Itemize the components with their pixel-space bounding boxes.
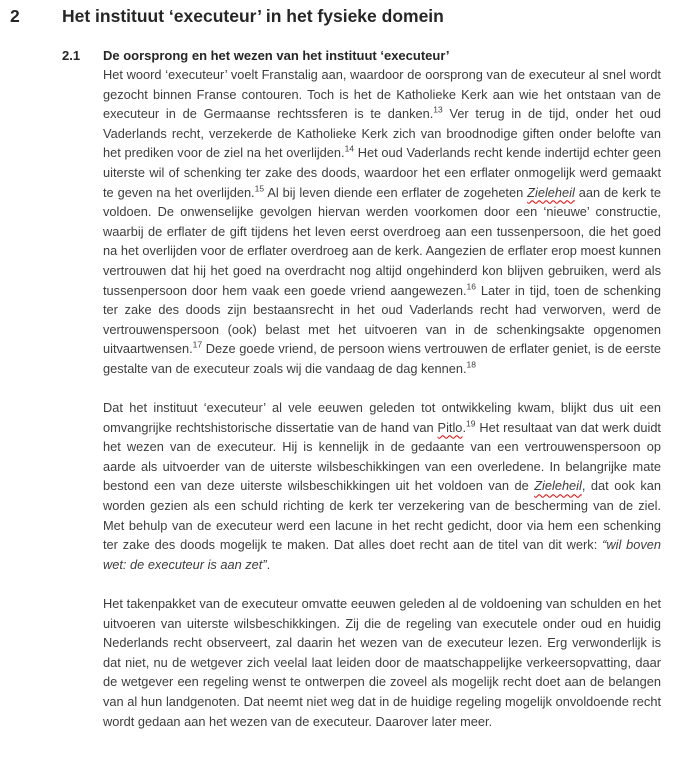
misspelled-word: Zieleheil [534,478,582,494]
text-run: Al bij leven diende een erflater de zogeheten [264,184,528,200]
text-run: Het resultaat van dat werk duidt het wezen van de executeur. Hij is kennelijk in de gedaante van een vertrouwenspersoon op aarde als uitvoerder van de uiterste wilsbeschikkingen van een overledene. In belangrijke mate bestond een van deze uiterste wilsbeschikkingen uit het voldoen van de [103,419,661,494]
paragraph [103,398,661,574]
footnote-ref-16: 16 [466,281,476,292]
text-run: Later in tijd, toen de schenking ter zake des doods zijn bestaansrecht in het oud Vaderlands recht had verworven, werd de vertrouwenspersoon (ook) belast met het uitvoeren van in de schenkingsakte opgenomen uitvaartwensen. [103,282,661,357]
body-text [103,65,661,731]
text-run: . [462,419,466,435]
text-run: , dat ook kan worden gezien als een schuld richting de kerk ter verzekering van de bescherming van de ziel. Met behulp van de executeur werd een lacune in het recht gedicht, door via hem een schenking ter zake des doods mogelijk te maken. Dat alles doet recht aan de titel van dit werk: [103,478,661,553]
footnote-ref-17: 17 [192,340,203,351]
footnote-ref-15: 15 [254,183,265,194]
paragraph [103,594,661,731]
text-run: . [266,556,271,572]
misspelled-word: Pitlo [437,419,463,435]
text-run: Dat het instituut ‘executeur’ al vele eeuwen geleden tot ontwikkeling kwam, blijkt dus uit een omvangrijke rechtshistorische dissertatie van de hand van [103,400,661,435]
text-run: Het takenpakket van de executeur omvatte eeuwen geleden al de voldoening van schulden en het uitvoeren van uiterste wilsbeschikkingen. Zij die de regeling van executele onder oud en huidig Nederlands recht observeert, zal daarin het wezen van de executeur lezen. Erg verwonderlijk is dat niet, nu de wetgever zich veelal laat leiden door de maatschappelijke verkeersopvatting, daar de wetgever een regeling wenst te ontwerpen die zoveel als mogelijk recht doet aan de belangen van al hun landgenoten. Dat neemt niet weg dat in de huidige regeling mogelijk onvoldoende recht wordt gedaan aan het wezen van de executeur. Daarover later meer. [103,596,661,729]
footnote-ref-13: 13 [433,104,443,115]
text-run: Deze goede vriend, de persoon wiens vertrouwen de erflater geniet, is de eerste gestalte van de executeur zoals wij die vandaag de dag kennen. [103,341,661,376]
section-heading [62,46,661,65]
section-number: 2.1 [62,48,81,63]
footnote-ref-14: 14 [344,144,355,155]
chapter-title: Het instituut ‘executeur’ in het fysieke domein [62,6,444,26]
section-block [62,46,661,731]
text-run: Ver terug in de tijd, onder het oud Vaderlands recht, verzekerde de Katholieke Kerk zich van broodnodige giften onder belofte van het prediken voor de ziel na het overlijden. [103,106,661,161]
misspelled-word: Zieleheil [527,184,575,200]
footnote-ref-19: 19 [466,418,476,429]
chapter-heading [10,5,661,28]
footnote-ref-18: 18 [466,359,477,370]
section-title: De oorsprong en het wezen van het instituut ‘executeur’ [103,48,450,63]
text-run: Het oud Vaderlands recht kende indertijd echter geen uiterste wil of schenking ter zake des doods, waardoor het een erflater onmogelijk werd gemaakt te geven na het overlijden. [103,145,661,200]
paragraph [103,65,661,379]
text-run: Het woord ‘executeur’ voelt Franstalig aan, waardoor de oorsprong van de executeur al snel wordt gezocht binnen Franse contouren. Toch is het de Katholieke Kerk aan wie het ontstaan van de executeur in de Germaanse rechtssferen is te danken. [103,67,661,122]
work-title-quote: “wil boven wet: de executeur is aan zet” [103,537,661,572]
chapter-number: 2 [10,6,20,26]
text-run: aan de kerk te voldoen. De onwenselijke gevolgen hiervan werden voorkomen door een ‘nieuwe’ constructie, waarbij de erflater de gift tijdens het leven eerst overdroeg aan een tussenpersoon, die het goed na het overlijden voor de erflater overdroeg aan de kerk. Aangezien de erflater erop moest kunnen vertrouwen dat hij het goed na overdracht nog altijd ongehinderd kon blijven gebruiken, werd als tussenpersoon door hem vaak een goede vriend aangewezen. [103,184,662,298]
